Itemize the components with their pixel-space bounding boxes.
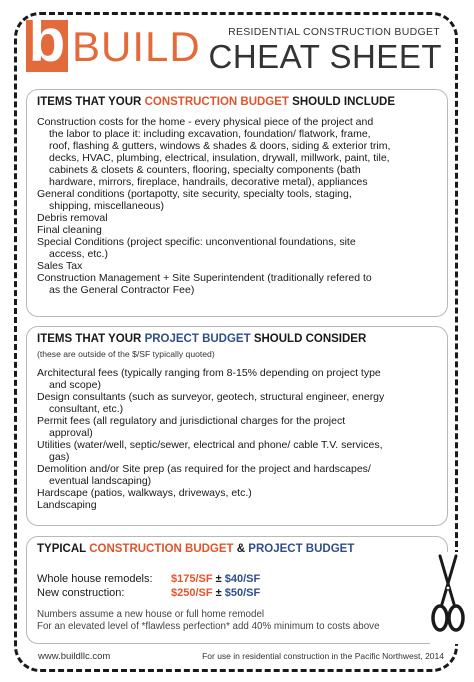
section1-heading: ITEMS THAT YOUR CONSTRUCTION BUDGET SHOULD INCLUDE [37, 96, 396, 108]
list-item: the labor to place it: including excavation, foundation/ flatwork, frame, [49, 128, 371, 140]
perfection-note: For an elevated level of *flawless perfection* add 40% minimum to costs above [37, 621, 380, 632]
list-item: Construction costs for the home - every physical piece of the project and [37, 116, 374, 128]
list-item: Utilities (water/well, septic/sewer, electrical and phone/ cable T.V. services, [37, 439, 383, 451]
list-item: hardware, mirrors, fireplace, handrails, decorative metal), appliances [49, 176, 368, 188]
whole-house-label: Whole house remodels: [37, 573, 153, 585]
website-link[interactable]: www.buildllc.com [38, 651, 111, 662]
list-item: eventual landscaping) [49, 475, 152, 487]
list-item: as the General Contractor Fee) [49, 284, 195, 296]
list-item: Hardscape (patios, walkways, driveways, etc.) [37, 487, 252, 499]
footer-disclaimer: For use in residential construction in the Pacific Northwest, 2014 [202, 651, 444, 661]
list-item: Debris removal [37, 212, 108, 224]
list-item: Landscaping [37, 499, 97, 511]
list-item: approval) [49, 427, 93, 439]
scissors-icon [430, 552, 466, 644]
list-item: Design consultants (such as surveyor, geotech, structural engineer, energy [37, 391, 385, 403]
list-item: Architectural fees (typically ranging from 8-15% depending on project type [37, 367, 381, 379]
assumption-note: Numbers assume a new house or full home remodel [37, 609, 265, 620]
list-item: gas) [49, 451, 70, 463]
section2-heading: ITEMS THAT YOUR PROJECT BUDGET SHOULD CONSIDER [37, 333, 367, 345]
project-budget-panel [26, 326, 448, 526]
list-item: and scope) [49, 379, 101, 391]
header-title: CHEAT SHEET [208, 38, 442, 75]
header-subtitle: RESIDENTIAL CONSTRUCTION BUDGET [228, 26, 440, 38]
section2-note: (these are outside of the $/SF typically quoted) [37, 349, 215, 359]
list-item: consultant, etc.) [49, 403, 124, 415]
construction-budget-panel [26, 89, 448, 317]
build-logo [26, 7, 216, 74]
logo-box [26, 7, 68, 74]
typical-budget-panel [26, 536, 448, 644]
list-item: access, etc.) [49, 248, 108, 260]
new-construction-label: New construction: [37, 587, 125, 599]
list-item: shipping, miscellaneous) [49, 200, 164, 212]
list-item: decks, HVAC, plumbing, electrical, insulation, drywall, millwork, paint, tile, [49, 152, 390, 164]
logo-word: BUILD [72, 23, 201, 70]
list-item: Special Conditions (project specific: unconventional foundations, site [37, 236, 356, 248]
list-item: roof, flashing & gutters, windows & shades & doors, siding & exterior trim, [49, 140, 391, 152]
list-item: General conditions (portapotty, site security, specialty tools, staging, [37, 188, 352, 200]
section3-heading: TYPICAL CONSTRUCTION BUDGET & PROJECT BUDGET [37, 543, 355, 555]
list-item: Permit fees (all regulatory and jurisdictional charges for the project [37, 415, 346, 427]
list-item: Sales Tax [37, 260, 83, 272]
list-item: cabinets & closets & counters, flooring, specialty components (bath [49, 164, 361, 176]
new-construction-price: $250/SF ± $50/SF [171, 587, 261, 599]
list-item: Construction Management + Site Superintendent (traditionally refered to [37, 272, 372, 284]
list-item: Demolition and/or Site prep (as required for the project and hardscapes/ [37, 463, 371, 475]
list-item: Final cleaning [37, 224, 102, 236]
whole-house-price: $175/SF ± $40/SF [171, 573, 261, 585]
logo-letter: b [28, 7, 66, 74]
